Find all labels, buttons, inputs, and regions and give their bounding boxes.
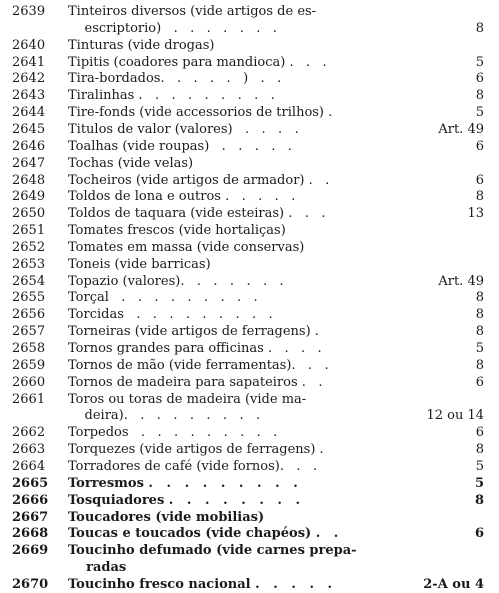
entry-description: Topazio (valores). . . . . . .	[68, 273, 284, 289]
tariff-entry-row	[0, 492, 499, 509]
entry-number: 2641	[12, 54, 46, 70]
tariff-entry-row	[0, 357, 499, 374]
entry-number: 2661	[12, 391, 46, 407]
entry-tariff-class: 5	[475, 341, 484, 356]
tariff-entry-row	[0, 475, 499, 492]
entry-description: Toucinho fresco nacional . . . . .	[68, 576, 333, 592]
entry-number: 2639	[12, 4, 46, 19]
tariff-entry-row	[0, 37, 499, 54]
entry-description: Tire-fonds (vide accessorios de trilhos) .	[68, 105, 333, 121]
entry-number: 2642	[12, 71, 46, 87]
tariff-entry-row	[0, 104, 499, 121]
entry-description: Tira-bordados. . . . . ) . .	[68, 71, 282, 87]
tariff-entry-row	[0, 20, 499, 37]
entry-number: 2667	[12, 509, 49, 525]
tariff-entry-row	[0, 188, 499, 205]
tariff-entry-row	[0, 576, 499, 593]
entry-description: Torquezes (vide artigos de ferragens) .	[68, 442, 324, 458]
entry-description: Torresmos . . . . . . . . .	[68, 475, 298, 491]
tariff-entry-row	[0, 391, 499, 408]
entry-tariff-class: 8	[475, 290, 484, 306]
entry-number: 2654	[12, 273, 46, 289]
entry-tariff-class: 8	[475, 324, 484, 340]
entry-description: Tinteiros diversos (vide artigos de es-	[68, 4, 317, 19]
entry-number: 2651	[12, 223, 46, 239]
tariff-entry-row	[0, 239, 499, 256]
entry-tariff-class: 2-A ou 4	[423, 576, 484, 592]
entry-description: Tochas (vide velas)	[68, 155, 194, 171]
tariff-entry-row	[0, 441, 499, 458]
tariff-entry-row	[0, 256, 499, 273]
entry-number: 2655	[12, 290, 46, 306]
entry-description: Tipitis (coadores para mandioca) . . .	[68, 54, 327, 70]
entry-number: 2646	[12, 138, 46, 154]
entry-number: 2669	[12, 543, 49, 559]
entry-description: Tornos grandes para officinas . . . .	[68, 341, 322, 356]
entry-description: Torçal . . . . . . . . .	[68, 290, 258, 306]
entry-tariff-class: 5	[475, 54, 484, 70]
entry-number: 2653	[12, 256, 46, 272]
tariff-entry-row	[0, 289, 499, 306]
entry-tariff-class: 12 ou 14	[426, 408, 484, 424]
entry-tariff-class: 6	[475, 425, 484, 441]
entry-tariff-class: 5	[474, 475, 484, 491]
tariff-entry-row	[0, 121, 499, 138]
entry-description: Tiralinhas . . . . . . . . .	[68, 88, 275, 104]
tariff-entry-row	[0, 306, 499, 323]
entry-number: 2643	[12, 88, 46, 104]
tariff-entry-row	[0, 509, 499, 526]
tariff-entry-row	[0, 205, 499, 222]
entry-description: Toalhas (vide roupas) . . . . .	[68, 138, 292, 154]
entry-description: Toldos de taquara (vide esteiras) . . .	[68, 206, 326, 222]
tariff-entry-row	[0, 542, 499, 559]
tariff-entry-row	[0, 172, 499, 189]
entry-description: Tornos de madeira para sapateiros . .	[68, 374, 323, 390]
entry-tariff-class: 8	[475, 20, 484, 36]
entry-number: 2660	[12, 374, 46, 390]
entry-number: 2664	[12, 458, 46, 474]
entry-tariff-class: 8	[474, 492, 484, 508]
entry-tariff-class: Art. 49	[438, 273, 484, 289]
entry-description: Titulos de valor (valores) . . . .	[68, 121, 299, 137]
tariff-entry-row	[0, 374, 499, 391]
entry-tariff-class: 6	[475, 138, 484, 154]
entry-tariff-class: 8	[475, 442, 484, 458]
entry-number: 2652	[12, 239, 46, 255]
tariff-entry-row	[0, 323, 499, 340]
entry-tariff-class: 8	[475, 88, 484, 104]
entry-number: 2656	[12, 307, 46, 323]
entry-number: 2645	[12, 121, 46, 137]
entry-description: Torpedos . . . . . . . . .	[68, 425, 278, 441]
entry-number: 2644	[12, 105, 46, 121]
entry-tariff-class: 6	[475, 71, 484, 87]
entry-tariff-class: 6	[474, 526, 484, 542]
tariff-entry-row	[0, 87, 499, 104]
entry-description: Tocheiros (vide artigos de armador) . .	[68, 172, 330, 188]
entry-number: 2668	[12, 526, 49, 542]
entry-description: Toneis (vide barricas)	[68, 256, 211, 272]
tariff-entry-row	[0, 525, 499, 542]
entry-tariff-class: 8	[475, 307, 484, 323]
entry-tariff-class: Art. 49	[438, 121, 484, 137]
entry-tariff-class: 13	[467, 206, 484, 222]
entry-description: Torradores de café (vide fornos). . .	[68, 458, 318, 474]
tariff-entry-row	[0, 340, 499, 357]
tariff-entry-row	[0, 138, 499, 155]
entry-description: Toucinho defumado (vide carnes prepa-	[68, 543, 357, 559]
entry-number: 2649	[12, 189, 46, 205]
tariff-entry-row	[0, 424, 499, 441]
entry-tariff-class: 6	[475, 374, 484, 390]
entry-number: 2662	[12, 425, 46, 441]
entry-tariff-class: 6	[475, 172, 484, 188]
tariff-entry-row	[0, 458, 499, 475]
tariff-entry-row	[0, 222, 499, 239]
entry-description: Torneiras (vide artigos de ferragens) .	[68, 324, 319, 340]
entry-description: Torcidas . . . . . . . . .	[68, 307, 273, 323]
entry-description: Tosquiadores . . . . . . . .	[68, 492, 301, 508]
entry-number: 2666	[12, 492, 49, 508]
tariff-entry-row	[0, 407, 499, 424]
tariff-entry-row	[0, 559, 499, 576]
tariff-entry-row	[0, 54, 499, 71]
entry-tariff-class: 8	[475, 189, 484, 205]
tariff-entry-row	[0, 155, 499, 172]
entry-number: 2650	[12, 206, 46, 222]
entry-description: Toros ou toras de madeira (vide ma-	[68, 391, 307, 407]
entry-number: 2663	[12, 442, 46, 458]
entry-number: 2647	[12, 155, 46, 171]
entry-description: Toucas e toucados (vide chapéos) . .	[68, 526, 339, 542]
entry-description: Toldos de lona e outros . . . . .	[68, 189, 296, 205]
entry-number: 2648	[12, 172, 46, 188]
entry-description: radas	[68, 560, 127, 576]
entry-number: 2657	[12, 324, 46, 340]
entry-number: 2640	[12, 37, 46, 53]
entry-tariff-class: 5	[475, 105, 484, 121]
entry-number: 2665	[12, 475, 49, 491]
tariff-entry-row	[0, 3, 499, 20]
entry-description: Tomates frescos (vide hortaliças)	[68, 223, 286, 239]
entry-description: Tomates em massa (vide conservas)	[68, 239, 305, 255]
entry-description: Toucadores (vide mobilias)	[68, 509, 265, 525]
entry-description: Tinturas (vide drogas)	[68, 37, 215, 53]
entry-number: 2670	[12, 576, 49, 592]
entry-number: 2658	[12, 341, 46, 356]
tariff-entry-row	[0, 273, 499, 290]
entry-description: Tornos de mão (vide ferramentas). . .	[68, 357, 329, 373]
tariff-entry-row	[0, 70, 499, 87]
entry-description: escriptorio) . . . . . . .	[68, 20, 277, 36]
entry-tariff-class: 5	[475, 458, 484, 474]
entry-description: deira). . . . . . . . .	[68, 408, 261, 424]
entry-number: 2659	[12, 357, 46, 373]
entry-tariff-class: 8	[475, 357, 484, 373]
